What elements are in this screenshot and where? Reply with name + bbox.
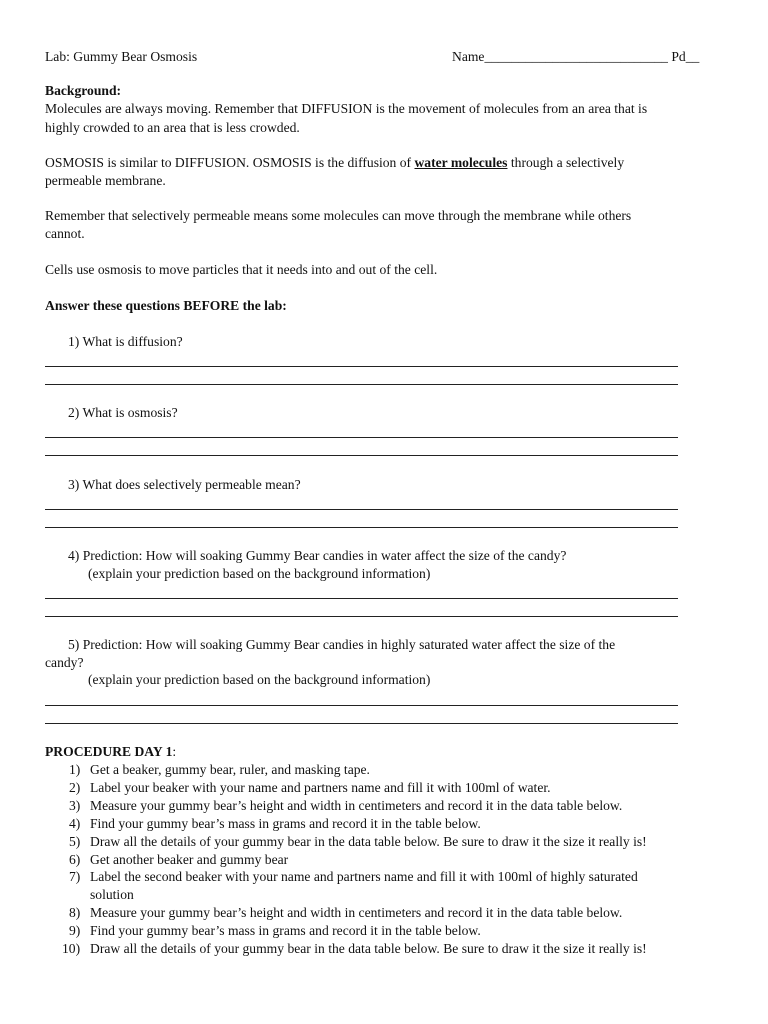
procedure-heading bbox=[45, 744, 176, 760]
answer-line-q3-a[interactable] bbox=[45, 509, 678, 510]
name-period-field: Name___________________________ Pd__ bbox=[452, 49, 700, 64]
background-p1-line1: Molecules are always moving. Remember that DIFFUSION is the movement of molecules from an area that is bbox=[45, 101, 648, 116]
questions-heading bbox=[45, 298, 287, 314]
procedure-step-number: 4) bbox=[69, 815, 81, 831]
answer-line-q1-a[interactable] bbox=[45, 366, 678, 367]
background-p4: Cells use osmosis to move particles that it needs into and out of the cell. bbox=[45, 262, 438, 277]
question-5-line3: (explain your prediction based on the background information) bbox=[88, 672, 431, 687]
answer-line-q1-b[interactable] bbox=[45, 384, 678, 385]
background-p1-line2: highly crowded to an area that is less crowded. bbox=[45, 120, 300, 135]
answer-line-q4-b[interactable] bbox=[45, 616, 678, 617]
questions-heading-text: Answer these questions BEFORE the lab: bbox=[45, 298, 287, 313]
question-3: 3) What does selectively permeable mean? bbox=[68, 477, 301, 492]
question-4-line1: 4) Prediction: How will soaking Gummy Bear candies in water affect the size of the candy? bbox=[68, 548, 567, 563]
background-p2-line1 bbox=[45, 155, 624, 171]
p2-emphasis: water molecules bbox=[414, 155, 508, 170]
question-5-line1: 5) Prediction: How will soaking Gummy Bear candies in highly saturated water affect the size of the bbox=[68, 637, 616, 652]
background-p3-line2: cannot. bbox=[45, 226, 85, 241]
background-p3-line1: Remember that selectively permeable means some molecules can move through the membrane while others bbox=[45, 208, 632, 223]
p2-after: through a selectively bbox=[507, 155, 625, 170]
procedure-step-text: Label your beaker with your name and partners name and fill it with 100ml of water. bbox=[90, 779, 551, 795]
p2-before: OSMOSIS is similar to DIFFUSION. OSMOSIS is the diffusion of bbox=[45, 155, 415, 170]
answer-line-q5-a[interactable] bbox=[45, 705, 678, 706]
background-heading bbox=[45, 83, 121, 99]
procedure-step-number: 7) bbox=[69, 869, 81, 885]
procedure-step-number: 1) bbox=[69, 762, 81, 777]
procedure-step-number: 8) bbox=[69, 905, 81, 921]
answer-line-q3-b[interactable] bbox=[45, 527, 678, 528]
procedure-step-text: Get a beaker, gummy bear, ruler, and masking tape. bbox=[90, 762, 370, 777]
procedure-step-text: Draw all the details of your gummy bear in the data table below. Be sure to draw it the size it really is! bbox=[90, 941, 647, 956]
question-1: 1) What is diffusion? bbox=[68, 334, 183, 349]
procedure-step-text: solution bbox=[90, 887, 134, 903]
answer-line-q2-a[interactable] bbox=[45, 437, 678, 438]
question-2: 2) What is osmosis? bbox=[68, 405, 178, 420]
procedure-step-number: 2) bbox=[69, 779, 81, 795]
procedure-step-number: 10) bbox=[62, 941, 81, 956]
answer-line-q2-b[interactable] bbox=[45, 455, 678, 456]
procedure-step-text: Label the second beaker with your name and partners name and fill it with 100ml of highly saturated bbox=[90, 869, 638, 885]
procedure-step-text: Find your gummy bear’s mass in grams and record it in the table below. bbox=[90, 815, 481, 831]
background-heading-text: Background: bbox=[45, 83, 122, 98]
procedure-step-text: Find your gummy bear’s mass in grams and record it in the table below. bbox=[90, 923, 481, 939]
procedure-step-number: 3) bbox=[69, 797, 81, 813]
question-5-line2: candy? bbox=[45, 655, 84, 670]
lab-title: Lab: Gummy Bear Osmosis bbox=[45, 49, 198, 64]
procedure-step-number: 9) bbox=[69, 923, 81, 939]
procedure-step-text: Measure your gummy bear’s height and width in centimeters and record it in the data table below. bbox=[90, 797, 623, 813]
procedure-heading-text: PROCEDURE DAY 1 bbox=[45, 744, 173, 759]
question-4-line2: (explain your prediction based on the background information) bbox=[88, 566, 431, 581]
answer-line-q4-a[interactable] bbox=[45, 598, 678, 599]
background-p2-line2: permeable membrane. bbox=[45, 173, 166, 188]
procedure-heading-colon: : bbox=[172, 744, 177, 759]
answer-line-q5-b[interactable] bbox=[45, 723, 678, 724]
procedure-step-text: Measure your gummy bear’s height and width in centimeters and record it in the data table below. bbox=[90, 905, 623, 921]
procedure-step-text: Get another beaker and gummy bear bbox=[90, 851, 289, 867]
procedure-step-number: 6) bbox=[69, 851, 81, 867]
procedure-step-text: Draw all the details of your gummy bear in the data table below. Be sure to draw it the size it really is! bbox=[90, 833, 647, 849]
procedure-step-number: 5) bbox=[69, 833, 81, 849]
